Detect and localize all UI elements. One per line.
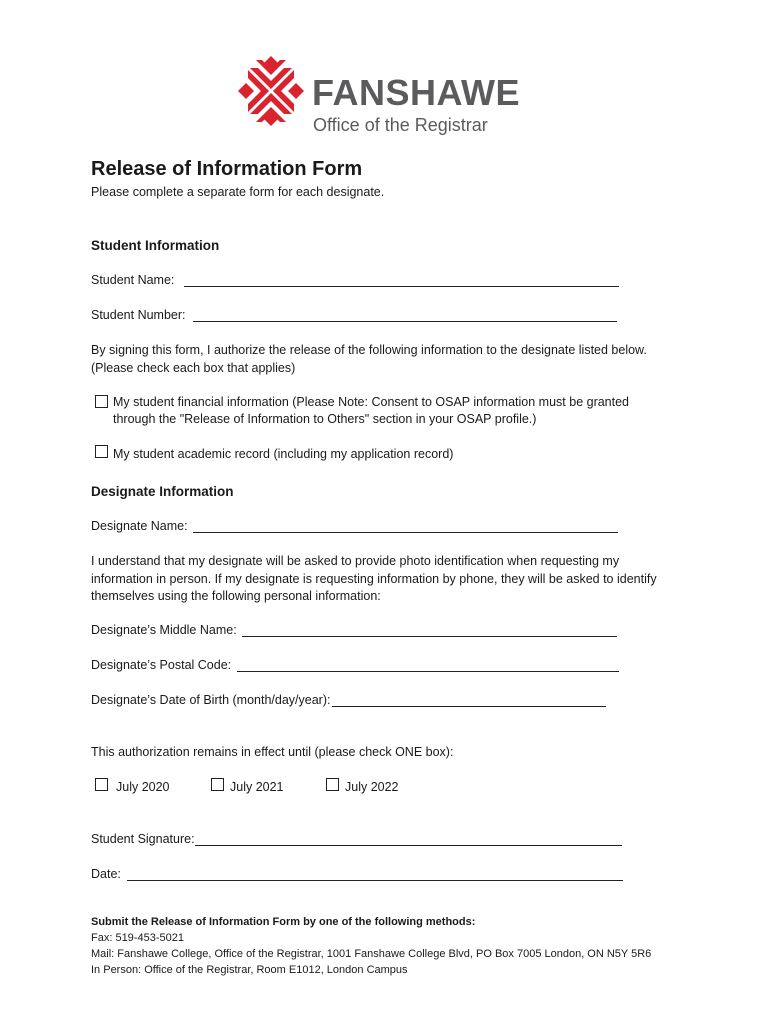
designate-name-input[interactable] <box>193 531 618 533</box>
authorization-text-line2: (Please check each box that applies) <box>91 361 296 375</box>
designate-dob-label: Designate’s Date of Birth (month/day/year): <box>91 693 331 707</box>
brand-name: FANSHAWE <box>312 72 521 113</box>
student-number-label: Student Number: <box>91 308 186 322</box>
office-name: Office of the Registrar <box>313 115 488 135</box>
academic-record-label: My student academic record (including my application record) <box>113 447 454 461</box>
date-input[interactable] <box>127 879 623 881</box>
effect-text: This authorization remains in effect until (please check ONE box): <box>91 745 454 759</box>
designate-middle-name-label: Designate’s Middle Name: <box>91 623 237 637</box>
designate-name-field <box>91 519 618 533</box>
designate-dob-field <box>91 693 606 707</box>
submission-heading: Submit the Release of Information Form by one of the following methods: <box>91 916 476 928</box>
academic-record-checkbox[interactable] <box>95 445 108 458</box>
designate-postal-code-label: Designate’s Postal Code: <box>91 658 232 672</box>
designate-dob-input[interactable] <box>332 705 606 707</box>
july-2022-label: July 2022 <box>345 780 399 794</box>
july-2022-checkbox[interactable] <box>326 778 339 791</box>
form-subtitle: Please complete a separate form for each designate. <box>91 185 385 199</box>
student-number-input[interactable] <box>193 320 617 322</box>
july-2020-label: July 2020 <box>116 780 170 794</box>
july-2020-checkbox[interactable] <box>95 778 108 791</box>
designate-middle-name-field <box>91 623 617 637</box>
designate-info-text-line1: I understand that my designate will be asked to provide photo identification when requesting my <box>91 554 620 568</box>
mail-info: Mail: Fanshawe College, Office of the Registrar, 1001 Fanshawe College Blvd, PO Box 7005 London, ON N5Y 5R6 <box>91 948 652 960</box>
july-2021-label: July 2021 <box>230 780 284 794</box>
student-signature-label: Student Signature: <box>91 832 195 846</box>
in-person-info: In Person: Office of the Registrar, Room E1012, London Campus <box>91 964 408 976</box>
designate-info-heading: Designate Information <box>91 484 234 499</box>
student-name-label: Student Name: <box>91 273 175 287</box>
fax-info: Fax: 519-453-5021 <box>91 932 184 944</box>
financial-info-checkbox[interactable] <box>95 395 108 408</box>
student-signature-field <box>91 832 622 846</box>
form-title: Release of Information Form <box>91 158 363 180</box>
designate-info-text-line2: information in person. If my designate is requesting information by phone, they will be asked to identify <box>91 572 657 586</box>
designate-name-label: Designate Name: <box>91 519 188 533</box>
student-info-heading: Student Information <box>91 238 220 253</box>
authorization-text-line1: By signing this form, I authorize the release of the following information to the designate listed below. <box>91 343 647 357</box>
fanshawe-emblem-icon <box>236 54 306 128</box>
financial-info-label-line2: through the "Release of Information to Others" section in your OSAP profile.) <box>113 412 537 426</box>
student-name-field <box>91 273 619 287</box>
designate-middle-name-input[interactable] <box>242 635 617 637</box>
july-2021-checkbox[interactable] <box>211 778 224 791</box>
date-field <box>91 867 623 881</box>
financial-info-label-line1: My student financial information (Please Note: Consent to OSAP information must be granted <box>113 395 630 409</box>
fanshawe-logo <box>236 54 536 138</box>
student-signature-input[interactable] <box>195 844 622 846</box>
designate-info-text-line3: themselves using the following personal information: <box>91 589 381 603</box>
student-name-input[interactable] <box>184 285 619 287</box>
student-number-field <box>91 308 617 322</box>
date-label: Date: <box>91 867 121 881</box>
designate-postal-code-field <box>91 658 619 672</box>
designate-postal-code-input[interactable] <box>237 670 619 672</box>
